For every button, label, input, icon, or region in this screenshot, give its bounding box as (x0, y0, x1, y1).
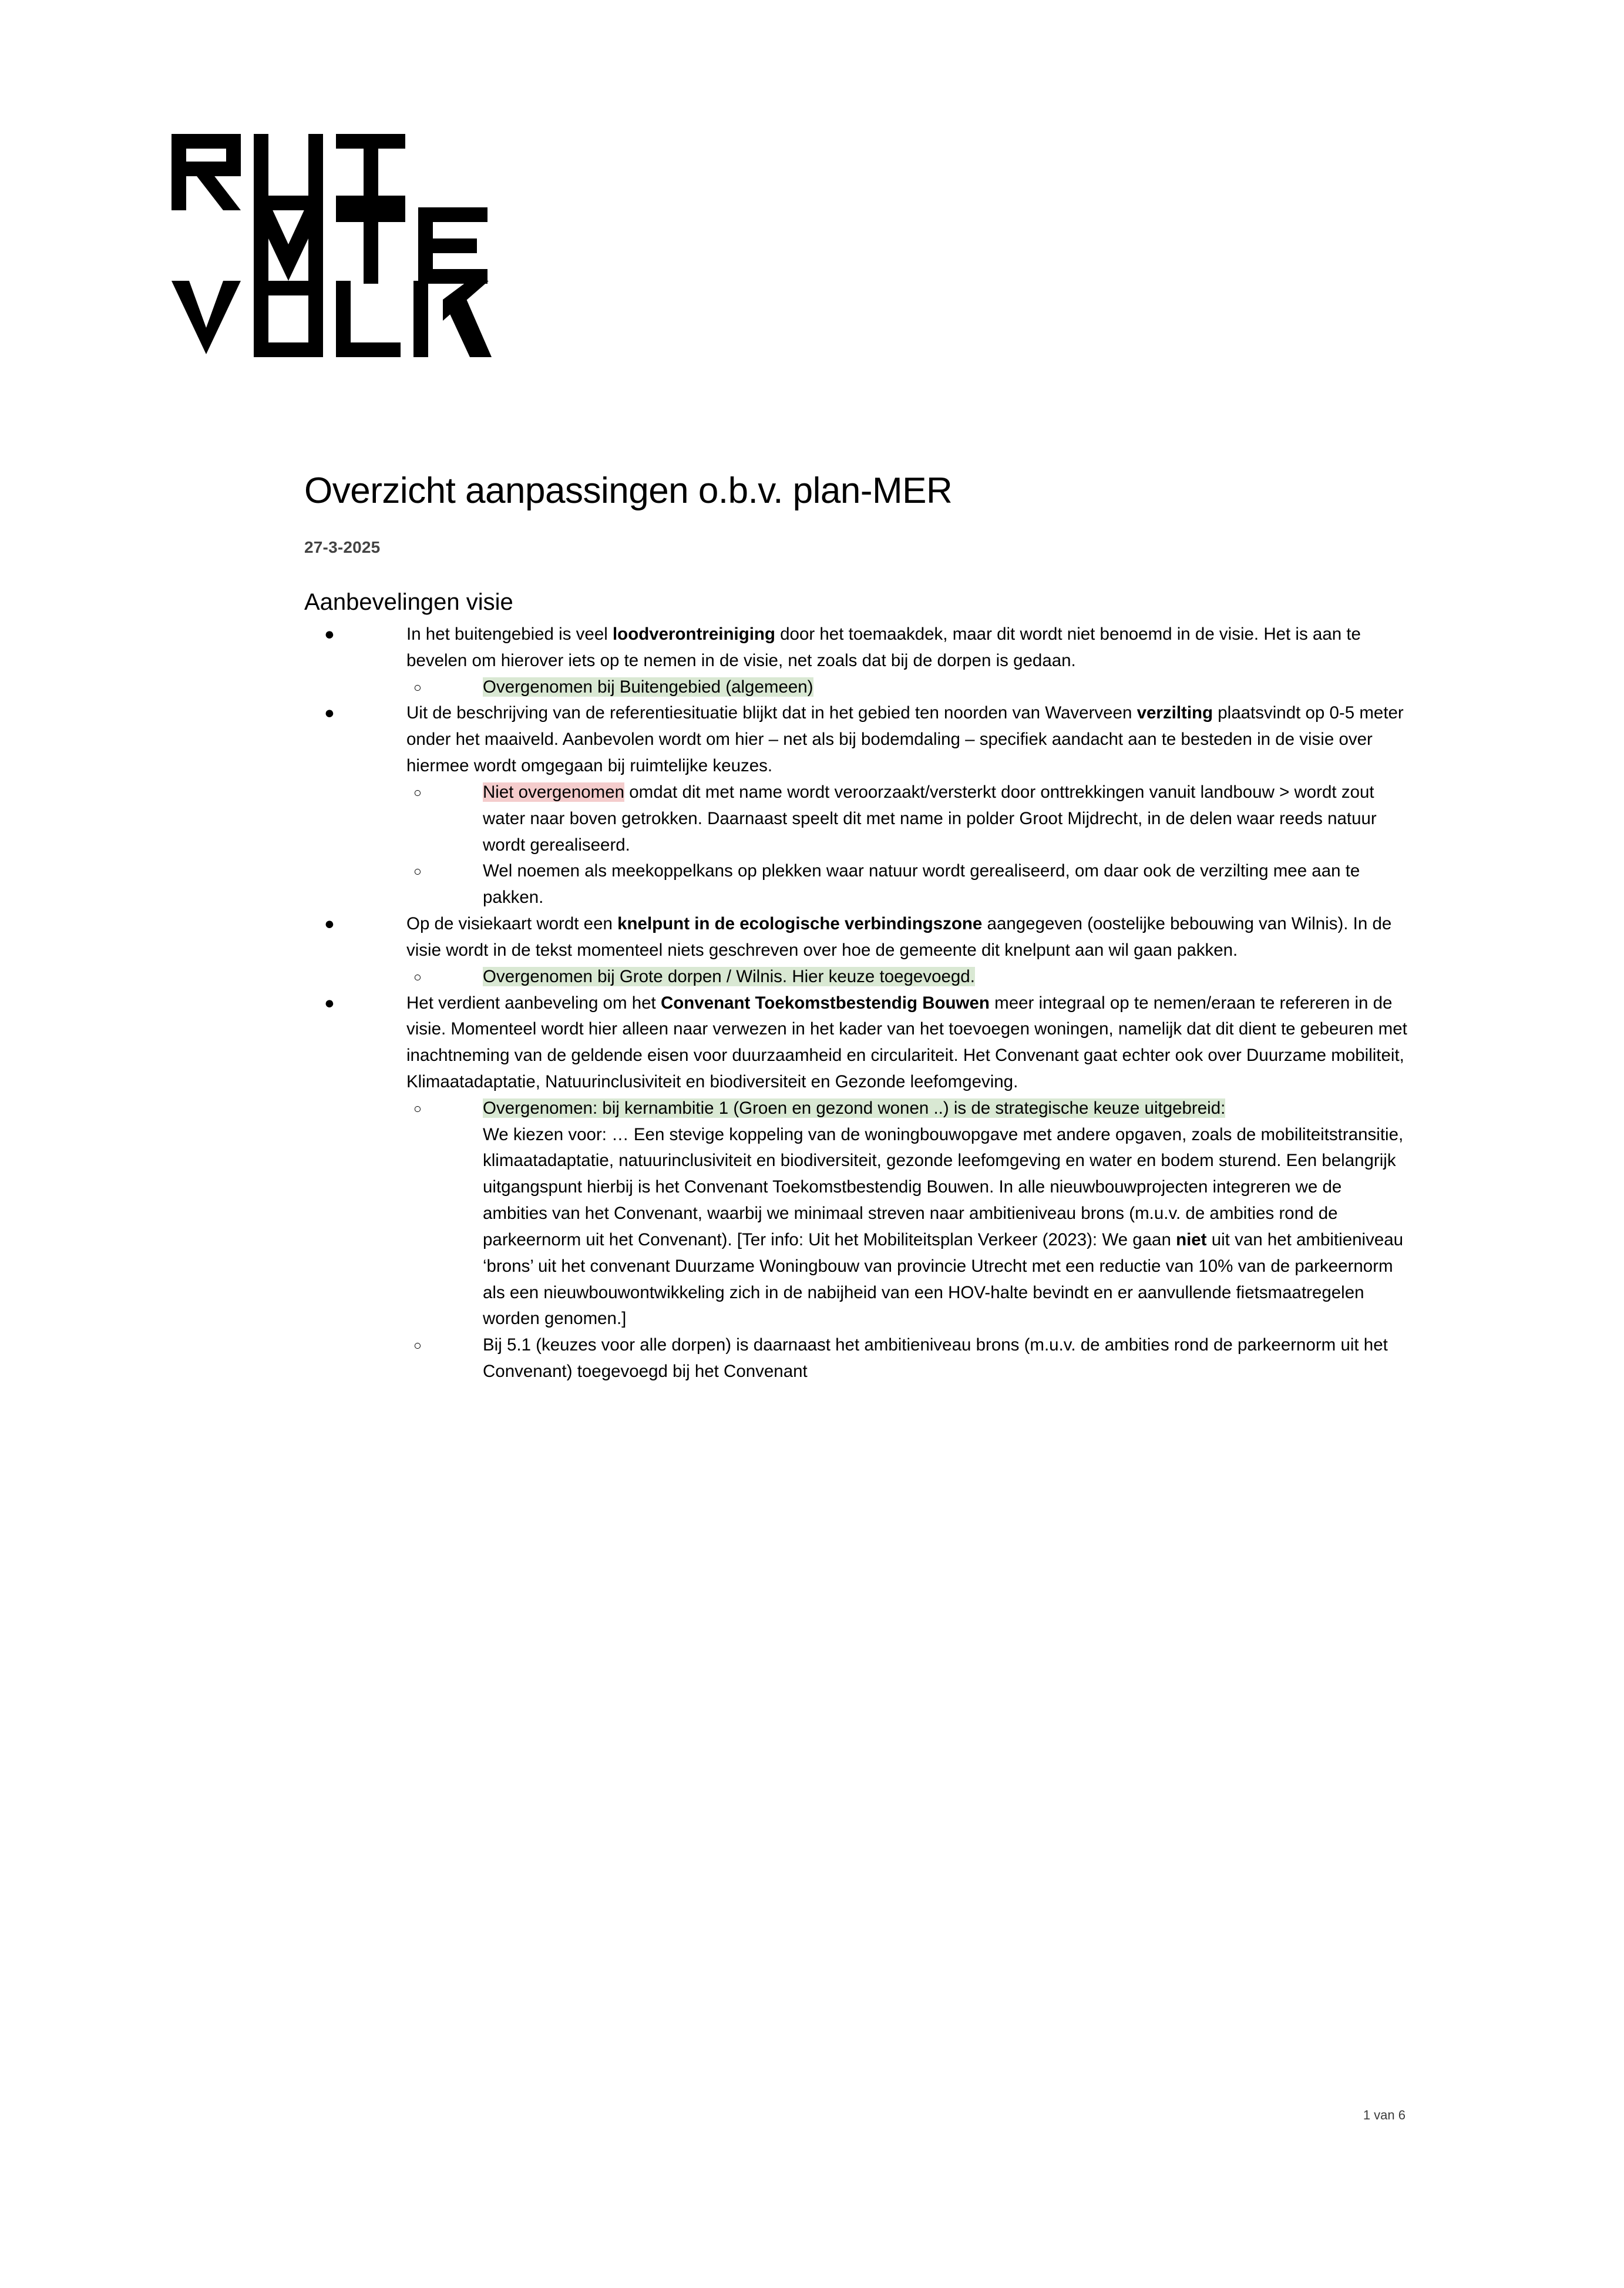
bullet-4-sub-1-par-b: uit van het ambitieniveau ‘brons’ uit het convenant Duurzame Woningbouw van provincie Utrecht met een reductie van 10% van de parkeernorm als een nieuwbouwontwikkeling zich in de nabijheid van een HOV-halte bevindt en er aanvullende fietsmaatregelen worden genomen.] (483, 1229, 1404, 1329)
list-item (304, 621, 1408, 700)
sub-list (406, 1096, 1408, 1385)
status-highlight-overgenomen: Overgenomen bij Buitengebied (algemeen) (483, 677, 813, 697)
bullet-3-pre: Op de visiekaart wordt een (406, 914, 618, 934)
bullet-4-text (406, 990, 1408, 1096)
bullet-1-text (406, 621, 1408, 674)
ruimtevolk-logo-svg (172, 134, 536, 357)
bullet-marker-level2: ○ (413, 1100, 422, 1116)
page-title: Overzicht aanpassingen o.b.v. plan-MER (304, 471, 953, 511)
page-footer (0, 2108, 1624, 2123)
document-body (304, 470, 1408, 1385)
list-item (406, 964, 1408, 990)
bullet-4-sub-1 (483, 1096, 1408, 1122)
status-highlight-overgenomen: Overgenomen: bij kernambitie 1 (Groen en gezond wonen ..) is de strategische keuze uitgebreid: (483, 1098, 1226, 1118)
bullet-1-sub-1 (483, 674, 1408, 701)
bullet-1-post: door het toemaakdek, maar dit wordt niet benoemd in de visie. Het is aan te bevelen om hierover iets op te nemen in de visie, net zoals dat bij de dorpen is gedaan. (406, 624, 1361, 670)
bullet-marker-level2: ○ (413, 679, 422, 695)
bullet-2-pre: Uit de beschrijving van de referentiesituatie blijkt dat in het gebied ten noorden van Waverveen (406, 703, 1137, 723)
bullet-marker-level2: ○ (413, 784, 422, 800)
bullet-marker-level2: ○ (413, 969, 422, 985)
bullet-marker-level2: ○ (413, 1338, 422, 1353)
section-heading-aanbevelingen-visie: Aanbevelingen visie (304, 589, 513, 615)
bullet-4-bold-term: Convenant Toekomstbestendig Bouwen (660, 993, 990, 1013)
ruimtevolk-logo (172, 134, 536, 357)
bullet-3-bold-term: knelpunt in de ecologische verbindingszone (617, 914, 983, 934)
bullet-4-sub-1-paragraph (483, 1122, 1408, 1333)
list-item (406, 674, 1408, 701)
bullet-2-post: plaatsvindt op 0-5 meter onder het maaiveld. Aanbevolen wordt om hier – net als bij bodemdaling – specifiek aandacht aan te besteden in de visie over hiermee wordt omgegaan bij ruimtelijke keuzes. (406, 703, 1404, 776)
list-item (406, 1096, 1408, 1332)
sub-list (406, 674, 1408, 701)
bullet-3-text (406, 911, 1408, 964)
bullet-3-sub-1 (483, 964, 1408, 990)
bullet-marker-level1: ● (324, 624, 335, 644)
bullet-1-pre: In het buitengebied is veel (406, 624, 613, 644)
bullet-3-post: aangegeven (oostelijke bebouwing van Wilnis). In de visie wordt in de tekst momenteel niets geschreven over hoe de gemeente dit knelpunt aan wil gaan pakken. (406, 914, 1392, 960)
bullet-2-bold-term: verzilting (1137, 703, 1213, 723)
bullet-2-sub-1-rest: omdat dit met name wordt veroorzaakt/versterkt door onttrekkingen vanuit landbouw > wordt zout water naar boven getrokken. Daarnaast speelt dit met name in polder Groot Mijdrecht, in de delen waar reeds natuur wordt gerealiseerd. (483, 782, 1377, 855)
bullet-2-sub-2: Wel noemen als meekoppelkans op plekken waar natuur wordt gerealiseerd, om daar ook de verzilting mee aan te pakken. (483, 861, 1360, 908)
sub-list (406, 964, 1408, 990)
bullet-4-pre: Het verdient aanbeveling om het (406, 993, 661, 1013)
list-item (406, 780, 1408, 858)
bullet-4-sub-1-par-bold: niet (1176, 1229, 1207, 1249)
bullet-marker-level2: ○ (413, 864, 422, 879)
page-number: 1 van 6 (1363, 2108, 1406, 2122)
document-date: 27-3-2025 (304, 537, 381, 556)
bullet-marker-level1: ● (324, 914, 335, 934)
bullet-marker-level1: ● (324, 703, 335, 723)
list-item (406, 1332, 1408, 1385)
list-item (304, 990, 1408, 1385)
status-highlight-niet-overgenomen: Niet overgenomen (483, 782, 625, 802)
bullet-2-sub-1 (483, 780, 1408, 858)
bullet-1-bold-term: loodverontreiniging (612, 624, 775, 644)
bullet-2-text (406, 700, 1408, 779)
list-item (304, 911, 1408, 990)
status-highlight-overgenomen: Overgenomen bij Grote dorpen / Wilnis. Hier keuze toegevoegd. (483, 966, 975, 986)
list-item (304, 700, 1408, 911)
recommendations-list (304, 621, 1408, 1385)
bullet-4-sub-1-par-a: We kiezen voor: … Een stevige koppeling van de woningbouwopgave met andere opgaven, zoals de mobiliteitstransitie, klimaatadaptatie, natuurinclusiviteit en biodiversiteit, gezonde leefomgeving en water en bodem sturend. Een belangrijk uitgangspunt hierbij is het Convenant Toekomstbestendig Bouwen. In alle nieuwbouwprojecten integreren we de ambities van het Convenant, waarbij we minimaal streven naar ambitieniveau brons (m.u.v. de ambities rond de parkeernorm uit het Convenant). [Ter info: Uit het Mobiliteitsplan Verkeer (2023): We gaan (483, 1124, 1404, 1249)
list-item (406, 858, 1408, 911)
bullet-4-sub-2: Bij 5.1 (keuzes voor alle dorpen) is daarnaast het ambitieniveau brons (m.u.v. de ambities rond de parkeernorm uit het Convenant) toegevoegd bij het Convenant (483, 1335, 1388, 1382)
sub-list (406, 780, 1408, 911)
bullet-marker-level1: ● (324, 993, 335, 1013)
bullet-4-post: meer integraal op te nemen/eraan te refereren in de visie. Momenteel wordt hier alleen naar verwezen in het kader van het toevoegen woningen, namelijk dat dit dient te gebeuren met inachtneming van de geldende eisen voor duurzaamheid en circulariteit. Het Convenant gaat echter ook over Duurzame mobiliteit, Klimaatadaptatie, Natuurinclusiviteit en biodiversiteit en Gezonde leefomgeving. (406, 993, 1407, 1091)
